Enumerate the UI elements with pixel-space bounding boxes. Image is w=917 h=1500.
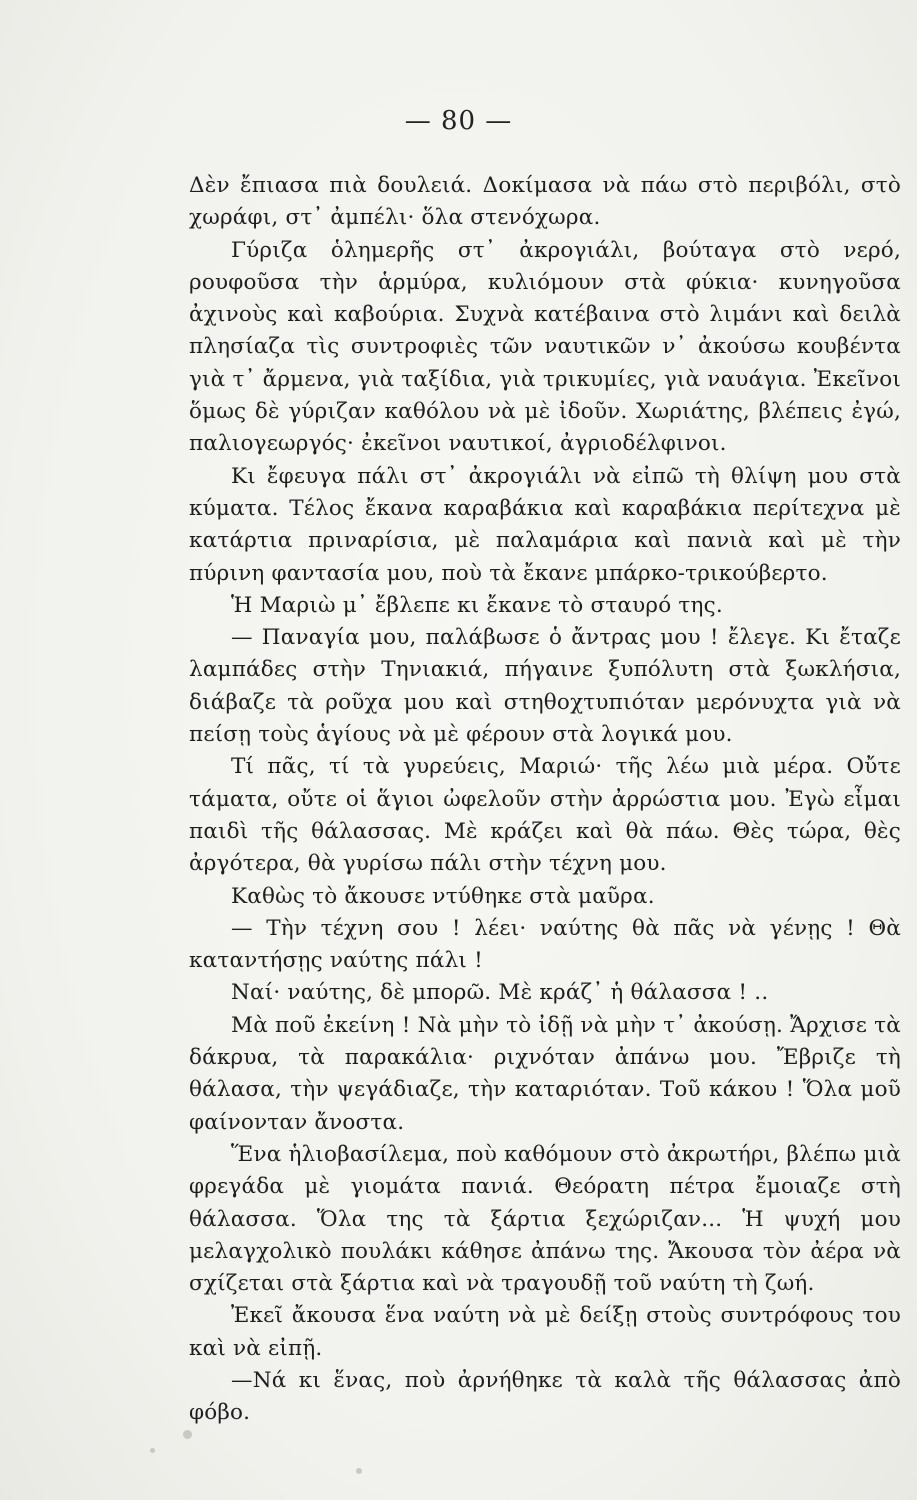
paragraph: Κι ἔφευγα πάλι στ᾽ ἀκρογιάλι νὰ εἰπῶ τὴ θλίψη μου στὰ κύματα. Τέλος ἔκανα καραβάκια καὶ καραβάκια περίτεχνα μὲ κατάρτια πριναρίσια, μὲ παλαμάρια καὶ πανιὰ καὶ μὲ τὴν πύρινη φαντασία μου, ποὺ τὰ ἔκανε μπάρκο-τρικούβερτο. [189,463,901,586]
body-text [189,170,901,1430]
paragraph: Ἕνα ἡλιοβασίλεμα, ποὺ καθόμουν στὸ ἀκρωτήρι, βλέπω μιὰ φρεγάδα μὲ γιομάτα πανιά. Θεόρατη πέτρα ἔμοιαζε στὴ θάλασσα. Ὅλα της τὰ ξάρτια ξεχώριζαν... Ἡ ψυχή μου μελαγχολικὸ πουλάκι κάθησε ἀπάνω της. Ἄκουσα τὸν ἀέρα νὰ σχίζεται στὰ ξάρτια καὶ νὰ τραγουδῇ τοῦ ναύτη τὴ ζωή. [189,1141,901,1297]
paragraph: Καθὼς τὸ ἄκουσε ντύθηκε στὰ μαῦρα. [231,883,655,909]
paper-speck [150,1448,155,1453]
paragraph: Δὲν ἔπιασα πιὰ δουλειά. Δοκίμασα νὰ πάω στὸ περιβόλι, στὸ χωράφι, στ᾽ ἀμπέλι· ὅλα στενόχωρα. [189,173,901,231]
paragraph: —Νά κι ἕνας, ποὺ ἀρνήθηκε τὰ καλὰ τῆς θάλασσας ἀπὸ φόβο. [189,1367,901,1426]
paragraph: Γύριζα ὁλημερῆς στ᾽ ἀκρογιάλι, βούταγα στὸ νερό, ρουφοῦσα τὴν ἁρμύρα, κυλιόμουν στὰ φύκια· κυνηγοῦσα ἀχινοὺς καὶ καβούρια. Συχνὰ κατέβαινα στὸ λιμάνι καὶ δειλὰ πλησίαζα τὶς συντροφιὲς τῶν ναυτικῶν ν᾽ ἀκούσω κουβέντα γιὰ τ᾽ ἄρμενα, γιὰ ταξίδια, γιὰ τρικυμίες, γιὰ ναυάγια. Ἐκεῖνοι ὅμως δὲ γύριζαν καθόλου νὰ μὲ ἰδοῦν. Χωριάτης, βλέπεις ἐγώ, παλιογεωργός· ἐκεῖνοι ναυτικοί, ἀγριοδέλφινοι. [189,237,901,457]
paragraph: Ἐκεῖ ἄκουσα ἕνα ναύτη νὰ μὲ δείξῃ στοὺς συντρόφους του καὶ νὰ εἰπῇ. [189,1303,901,1361]
paper-speck [356,1468,362,1474]
paragraph: Ἡ Μαριὼ μ᾽ ἔβλεπε κι ἔκανε τὸ σταυρό της. [231,592,723,618]
paragraph: — Παναγία μου, παλάβωσε ὁ ἄντρας μου ! ἔλεγε. Κι ἔταζε λαμπάδες στὴν Τηνιακιά, πήγαινε ξυπόλυτη στὰ ξωκλήσια, διάβαζε τὰ ροῦχα μου καὶ στηθοχτυπιόταν μερόνυχτα γιὰ νὰ πείσῃ τοὺς ἁγίους νὰ μὲ φέρουν στὰ λογικά μου. [189,625,901,748]
page-number: — 80 — [404,106,513,136]
paragraph: Τί πᾶς, τί τὰ γυρεύεις, Μαριώ· τῆς λέω μιὰ μέρα. Οὔτε τάματα, οὔτε οἱ ἅγιοι ὠφελοῦν στὴν ἀρρώστια μου. Ἐγὼ εἶμαι παιδὶ τῆς θάλασσας. Μὲ κράζει καὶ θὰ πάω. Θὲς τώρα, θὲς ἀργότερα, θὰ γυρίσω πάλι στὴν τέχνη μου. [189,754,901,877]
paragraph: Ναί· ναύτης, δὲ μπορῶ. Μὲ κράζ᾽ ἡ θάλασσα ! .. [231,980,769,1006]
paper-speck [183,1430,192,1439]
paragraph: Μὰ ποῦ ἐκείνη ! Νὰ μὴν τὸ ἰδῇ νὰ μὴν τ᾽ ἀκούσῃ. Ἄρχισε τὰ δάκρυα, τὰ παρακάλια· ριχνόταν ἀπάνω μου. Ἔβριζε τὴ θάλασα, τὴν ψεγάδιαζε, τὴν καταριόταν. Τοῦ κάκου ! Ὅλα μοῦ φαίνονταν ἄνοστα. [189,1012,901,1135]
paragraph: — Τὴν τέχνη σου ! λέει· ναύτης θὰ πᾶς νὰ γένῃς ! Θὰ καταντήσῃς ναύτης πάλι ! [189,915,901,974]
